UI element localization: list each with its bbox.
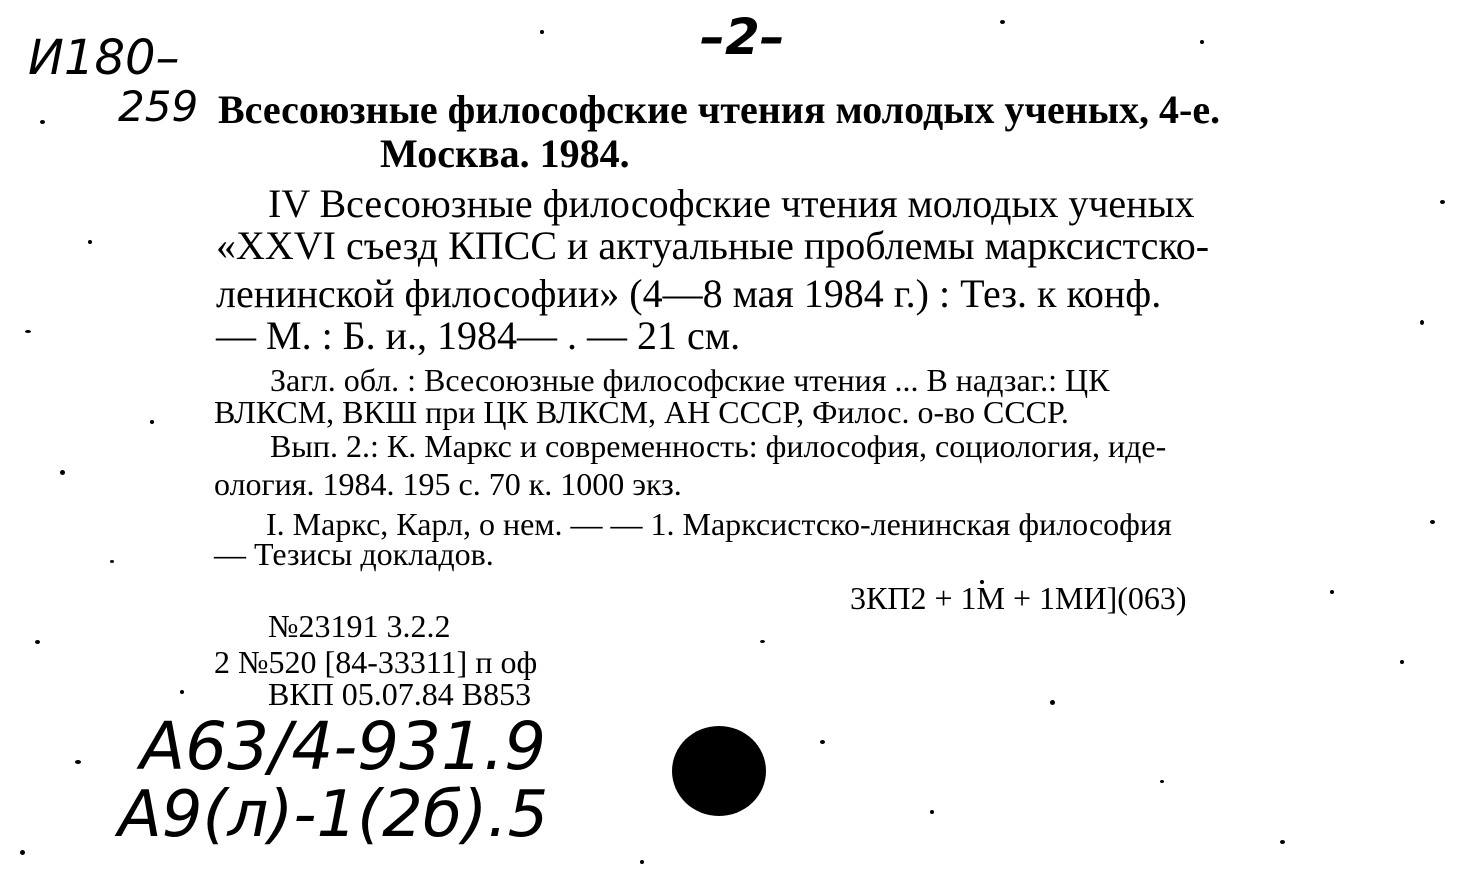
note-line-1: Загл. обл. : Всесоюзные философские чтения ... В надзаг.: ЦК	[270, 362, 1110, 398]
classification-index: 3КП2 + 1М + 1МИ](063)	[850, 580, 1187, 616]
handwritten-top-left-number: И180–	[28, 30, 180, 86]
imprint-line-1: №23191 3.2.2	[268, 608, 451, 644]
handwritten-shelf-mark-1: А63/4-931.9	[140, 708, 547, 785]
handwritten-call-suffix: 259	[118, 82, 199, 131]
description-line-4: — М. : Б. и., 1984— . — 21 см.	[216, 313, 741, 358]
note-line-4: ология. 1984. 195 с. 70 к. 1000 экз.	[214, 466, 682, 502]
note-line-6: — Тезисы докладов.	[214, 536, 494, 572]
handwritten-page-mark: –2–	[700, 8, 785, 66]
heading-line-1: Всесоюзные философские чтения молодых ученых, 4-е.	[218, 87, 1221, 132]
imprint-line-2: 2 №520 [84-33311] п оф	[214, 644, 538, 680]
handwritten-shelf-mark-2: А9(л)-1(2б).5	[118, 778, 549, 852]
description-line-1: IV Всесоюзные философские чтения молодых ученых	[268, 181, 1195, 226]
note-line-5: I. Маркс, Карл, о нем. — — 1. Марксистско-ленинская философия	[266, 506, 1172, 542]
imprint-line-3: ВКП 05.07.84 В853	[268, 676, 532, 712]
description-line-3: ленинской философии» (4—8 мая 1984 г.) : Тез. к конф.	[216, 271, 1162, 316]
punch-hole	[672, 726, 766, 816]
note-line-2: ВЛКСМ, ВКШ при ЦК ВЛКСМ, АН СССР, Филос. о-во СССР.	[214, 394, 1069, 430]
heading-line-2: Москва. 1984.	[380, 131, 630, 176]
description-line-2: «XXVI съезд КПСС и актуальные проблемы марксистско-	[216, 223, 1210, 268]
note-line-3: Вып. 2.: К. Маркс и современность: философия, социология, иде-	[270, 428, 1167, 464]
